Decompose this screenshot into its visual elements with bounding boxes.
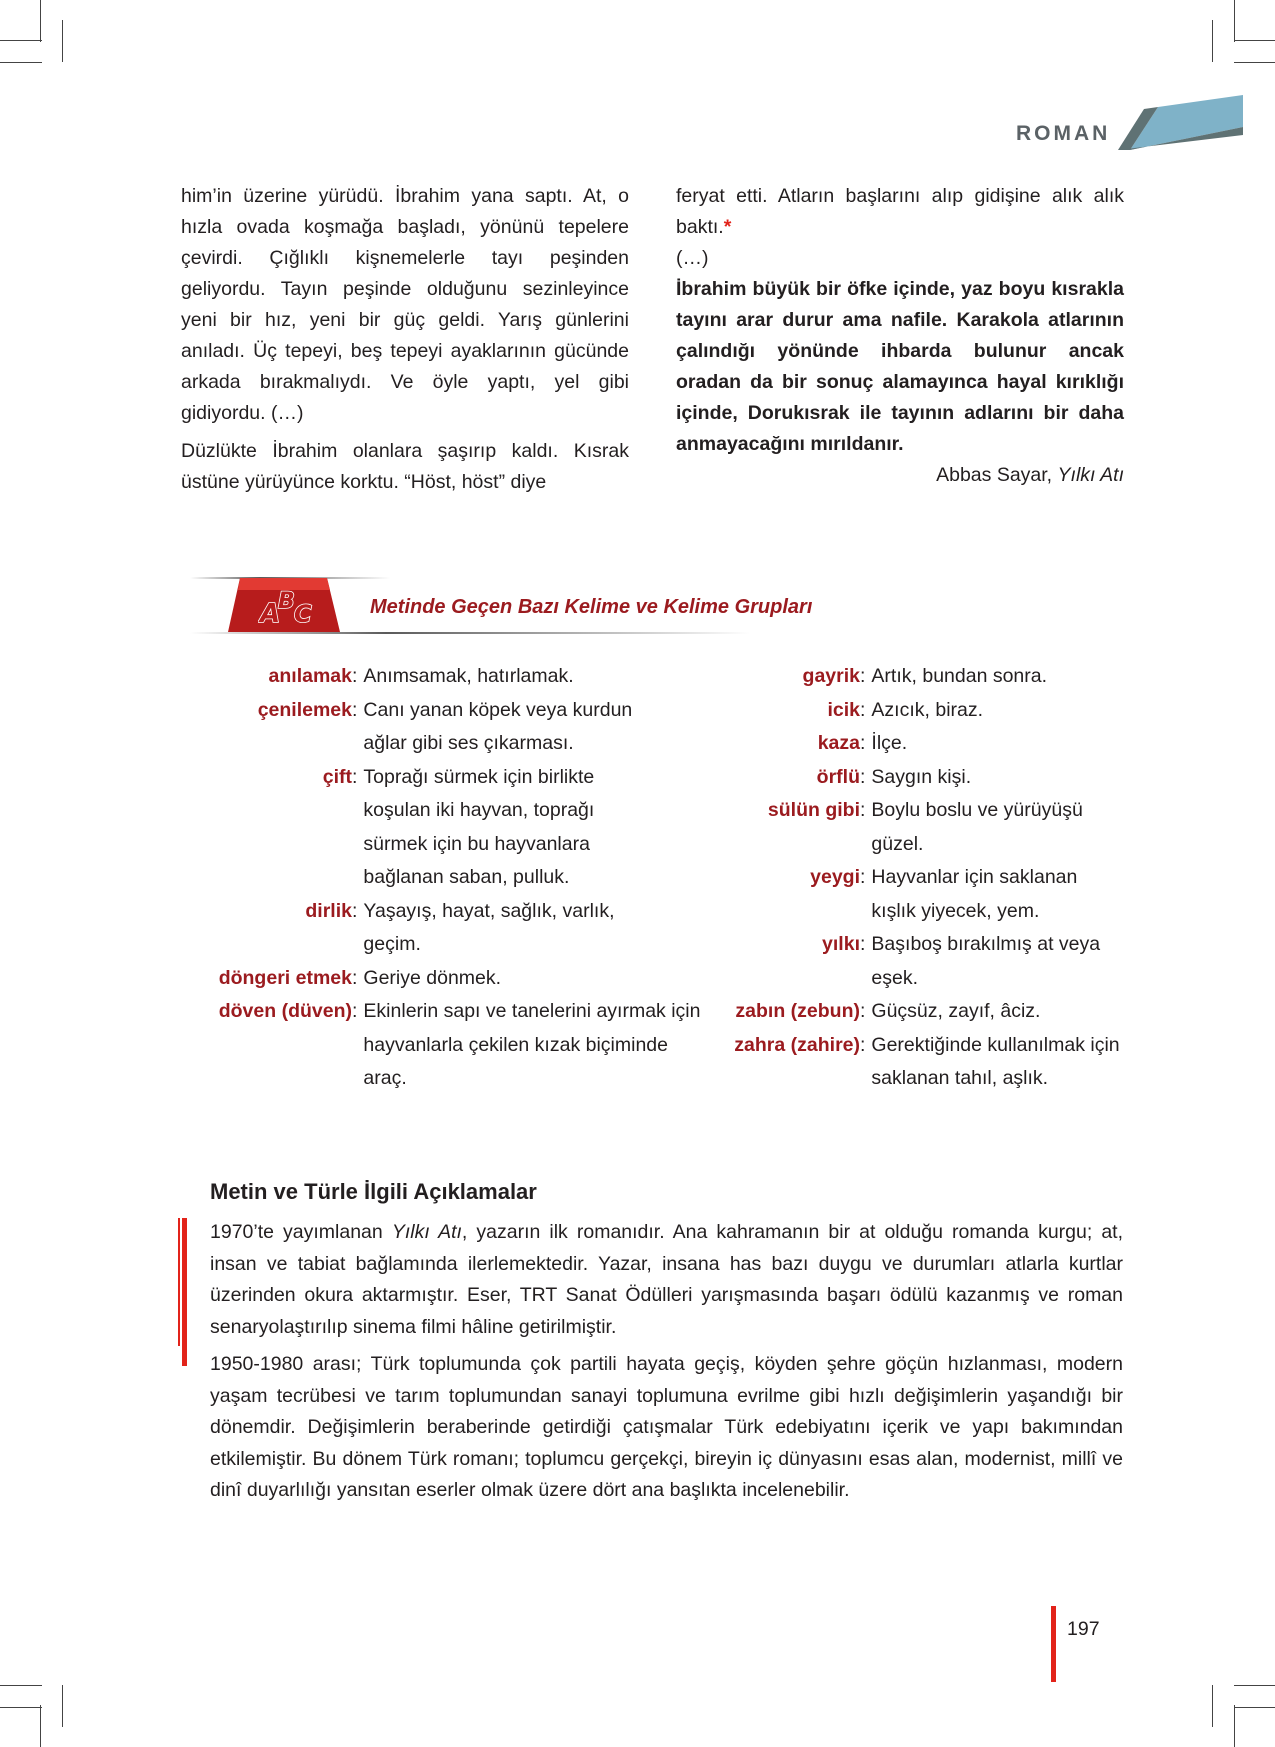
- crop-mark: [0, 1685, 42, 1686]
- glossary-colon: :: [352, 899, 358, 922]
- glossary-definition: Ekinlerin sapı ve tanelerini ayırmak için hayvanlarla çekilen kızak biçiminde araç.: [363, 1000, 701, 1089]
- section-body: [210, 1217, 1123, 1507]
- glossary-definition: Geriye dönmek.: [363, 966, 502, 989]
- glossary-term: çift: [322, 765, 352, 788]
- crop-mark: [1234, 1705, 1235, 1747]
- work-title: Yılkı Atı: [391, 1221, 462, 1243]
- crop-mark: [1212, 1685, 1213, 1727]
- glossary-term: zahra (zahire): [734, 1033, 860, 1056]
- glossary-colon: :: [860, 698, 866, 721]
- crop-mark: [1234, 62, 1275, 63]
- author-citation: [676, 460, 1124, 491]
- glossary-entry: [700, 861, 1125, 928]
- explanation-paragraph: [210, 1217, 1123, 1343]
- crop-mark: [1212, 20, 1213, 62]
- glossary-entry: [700, 928, 1125, 995]
- accent-bar: [182, 1218, 187, 1366]
- section-title: Metin ve Türle İlgili Açıklamalar: [210, 1179, 537, 1204]
- crop-mark: [1234, 1685, 1275, 1686]
- abc-icon-letter: C: [294, 600, 312, 626]
- glossary-colon: :: [860, 1033, 866, 1056]
- glossary-term: döven (düven): [218, 1000, 352, 1022]
- story-right-column: [676, 181, 1124, 491]
- glossary-colon: :: [860, 732, 866, 754]
- page-number: 197: [1067, 1618, 1100, 1640]
- glossary-definition: Canı yanan köpek veya kurdun ağlar gibi ses çıkarması.: [363, 698, 633, 754]
- story-paragraph: Düzlükte İbrahim olanlara şaşırıp kaldı. Kısrak üstüne yürüyünce korktu. “Höst, höst” diye: [181, 440, 629, 493]
- glossary-entry: [700, 727, 1125, 761]
- glossary-colon: :: [860, 665, 866, 687]
- crop-mark: [0, 62, 42, 63]
- footnote-marker: *: [723, 216, 732, 238]
- glossary-definition: Yaşayış, hayat, sağlık, varlık, geçim.: [363, 899, 615, 955]
- glossary-colon: :: [352, 1000, 358, 1022]
- glossary-definition: Azıcık, biraz.: [871, 698, 984, 721]
- glossary-colon: :: [860, 765, 866, 788]
- story-left-column: [181, 181, 629, 498]
- header-band-decoration: [1118, 95, 1243, 150]
- author-name: Abbas Sayar,: [936, 464, 1053, 486]
- glossary-definition: Başıboş bırakılmış at veya eşek.: [871, 933, 1101, 989]
- abc-icon-letter: B: [278, 589, 295, 614]
- glossary-term: örflü: [816, 765, 860, 788]
- glossary-term: anılamak: [268, 665, 352, 687]
- crop-mark: [62, 1685, 63, 1727]
- glossary-entry: [190, 995, 705, 1096]
- ellipsis: (…): [676, 247, 709, 269]
- glossary-entry: [700, 794, 1125, 861]
- explanation-paragraph: 1950-1980 arası; Türk toplumunda çok partili hayata geçiş, köyden şehre göçün hızlanması, modern yaşam tecrübesi ve tarım toplumundan sanayi toplumuna evrilme gibi hızlı değişimlerin yaşandığı bir dönemdir. Değişimlerin beraberinde getirdiği çatışmalar Türk edebiyatını içerik ve yapı bakımından etkilemiştir. Bu dönem Türk romanı; toplumcu gerçekçi, bireyin iç dünyasını esas alan, modernist, millî ve dinî duyarlılığı yansıtan eserler olmak üzere dört ana başlıkta incelenebilir.: [210, 1353, 1123, 1501]
- explanation-text: 1970’te yayımlanan: [210, 1221, 383, 1243]
- glossary-colon: :: [860, 1000, 866, 1022]
- page-number-bar: [1051, 1606, 1056, 1682]
- glossary-definition: Güçsüz, zayıf, âciz.: [871, 1000, 1041, 1022]
- story-paragraph: [676, 181, 1124, 243]
- glossary-definition: İlçe.: [871, 732, 908, 754]
- glossary-entry: [700, 660, 1125, 694]
- work-title: Yılkı Atı: [1057, 464, 1124, 486]
- crop-mark: [0, 40, 42, 41]
- glossary-definition: Toprağı sürmek için birlikte koşulan iki hayvan, toprağı sürmek için bu hayvanlara bağlanan saban, pulluk.: [363, 765, 595, 888]
- glossary-entry: [700, 1029, 1125, 1096]
- glossary-term: kaza: [817, 732, 860, 754]
- glossary-definition: Anımsamak, hatırlamak.: [363, 665, 574, 687]
- glossary-term: icik: [827, 698, 860, 721]
- glossary-colon: :: [860, 799, 866, 821]
- glossary-entry: [190, 694, 705, 761]
- glossary-term: dirlik: [305, 899, 352, 922]
- crop-mark: [1234, 40, 1275, 41]
- glossary-term: yeygi: [810, 866, 860, 888]
- crop-mark: [1234, 0, 1235, 42]
- crop-mark: [40, 1705, 41, 1747]
- glossary-definition: Saygın kişi.: [871, 765, 972, 788]
- glossary-entry: [700, 694, 1125, 728]
- glossary-entry: [190, 962, 705, 996]
- glossary-definition: Boylu boslu ve yürüyüşü güzel.: [871, 799, 1083, 855]
- glossary-term: döngeri etmek: [218, 966, 352, 989]
- story-paragraph: him’in üzerine yürüdü. İbrahim yana saptı. At, o hızla ovada koşmağa başladı, yönünü tepelere çevirdi. Çığlıklı kişnemelerle tayı peşinden geliyordu. Tayın peşinde olduğunu sezinleyince yeni bir hız, yeni bir güç geldi. Yarış günlerini anıladı. Üç tepeyi, beş tepeyi ayaklarının gücünde arkada bırakmalıydı. Ve öyle yaptı, yel gibi gidiyordu. (…): [181, 185, 629, 424]
- glossary-term: yılkı: [822, 933, 860, 955]
- glossary-colon: :: [860, 866, 866, 888]
- crop-mark: [62, 20, 63, 62]
- glossary-colon: :: [352, 698, 358, 721]
- glossary-entry: [700, 995, 1125, 1029]
- explanation-text: , yazarın ilk romanıdır. Ana kahramanın bir at olduğu romanda kurgu; at, insan ve tabiat bağlamında ilerlemektedir. Yazar, insana has bazı duygu ve durumları atlarla kurtlar üzerinden okura aktarmıştır. Eser, TRT Sanat Ödülleri yarışmasında başarı ödülü kazanmış ve roman senaryolaştırılıp sinema filmi hâline getirilmiştir.: [210, 1221, 1123, 1338]
- glossary-entry: [700, 761, 1125, 795]
- glossary-left-column: [190, 660, 705, 1096]
- glossary-term: gayrik: [802, 665, 860, 687]
- glossary-term: zabın (zebun): [735, 1000, 860, 1022]
- story-text: feryat etti. Atların başlarını alıp gidişine alık alık baktı.: [676, 185, 1124, 238]
- glossary-entry: [190, 660, 705, 694]
- glossary-colon: :: [352, 765, 358, 788]
- glossary-colon: :: [352, 665, 358, 687]
- abc-icon: [258, 586, 320, 626]
- glossary-title: Metinde Geçen Bazı Kelime ve Kelime Grupları: [370, 596, 813, 618]
- glossary-definition: Artık, bundan sonra.: [871, 665, 1048, 687]
- glossary-colon: :: [352, 966, 358, 989]
- glossary-colon: :: [860, 933, 866, 955]
- crop-mark: [40, 0, 41, 42]
- glossary-right-column: [700, 660, 1125, 1096]
- glossary-definition: Hayvanlar için saklanan kışlık yiyecek, yem.: [871, 866, 1078, 922]
- glossary-definition: Gerektiğinde kullanılmak için saklanan tahıl, aşlık.: [871, 1033, 1120, 1089]
- section-label: ROMAN: [1016, 122, 1111, 145]
- glossary-entry: [190, 761, 705, 895]
- glossary-term: çenilemek: [257, 698, 352, 721]
- accent-bar: [178, 1218, 180, 1346]
- glossary-term: sülün gibi: [767, 799, 860, 821]
- crop-mark: [1234, 1707, 1275, 1708]
- story-summary: İbrahim büyük bir öfke içinde, yaz boyu kısrakla tayını arar durur ama nafile. Karakola atlarının çalındığı yönünde ihbarda bulunur ancak oradan da bir sonuç alamayınca hayal kırıklığı içinde, Dorukısrak ile tayının adlarını bir daha anmayacağını mırıldanır.: [676, 278, 1124, 455]
- abc-icon-letter: A: [260, 599, 281, 626]
- glossary-entry: [190, 895, 705, 962]
- crop-mark: [0, 1707, 42, 1708]
